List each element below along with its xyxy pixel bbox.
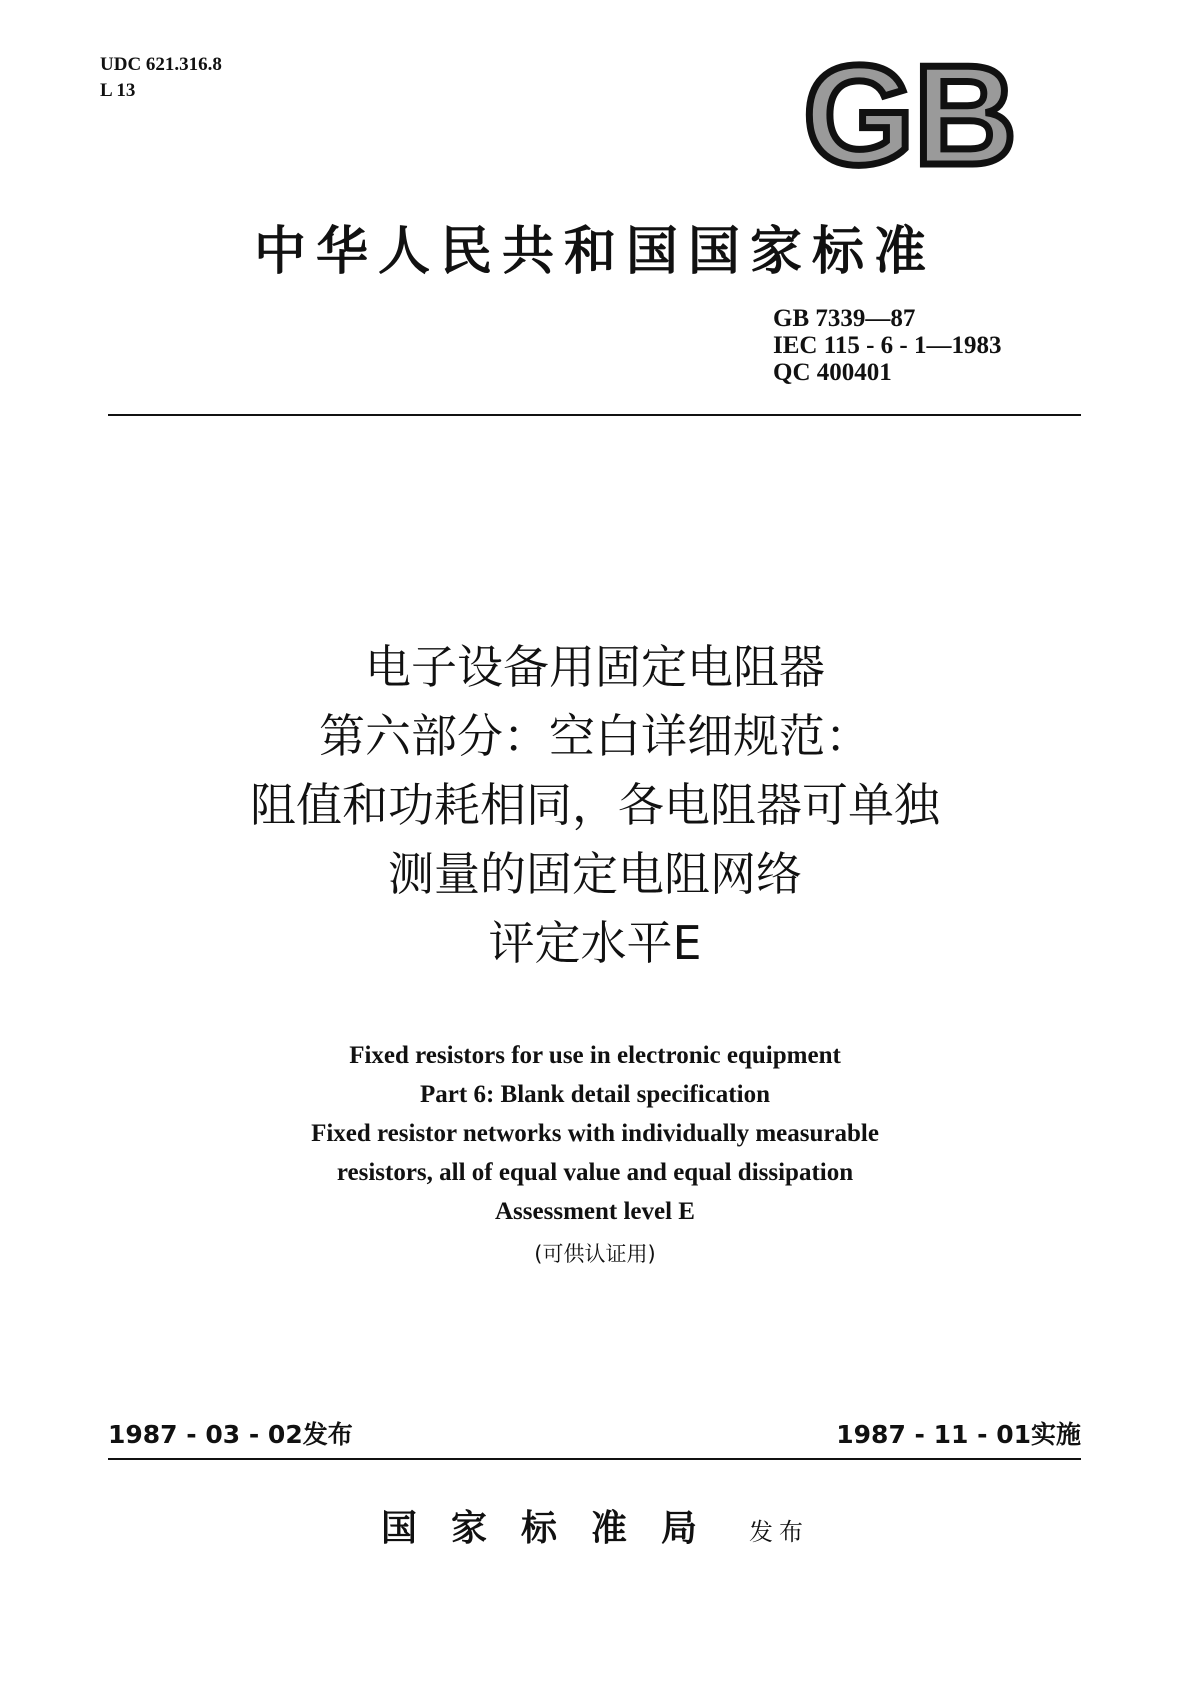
- en-title-line: Part 6: Blank detail specification: [420, 1081, 770, 1108]
- en-title-line: Fixed resistors for use in electronic equipment: [349, 1042, 841, 1069]
- effective-date: 1987 - 11 - 01实施: [836, 1420, 1081, 1449]
- main-title: 中华人民共和国国家标准: [253, 222, 936, 282]
- certification-note: (可供认证用): [534, 1242, 656, 1266]
- cn-title-line: 评定水平E: [488, 916, 702, 970]
- issuer-verb: 发布: [749, 1518, 809, 1546]
- english-title: [100, 1036, 1090, 1231]
- en-title-line: resistors, all of equal value and equal dissipation: [336, 1159, 854, 1186]
- classification-code: L 13: [100, 80, 136, 101]
- issuer-name: 国家标准局: [380, 1508, 731, 1549]
- udc-block: [100, 52, 222, 104]
- qc-number: QC 400401: [773, 359, 892, 386]
- en-title-line: Assessment level E: [495, 1198, 695, 1225]
- issuer-line: [100, 1500, 1090, 1551]
- gb-logo-text: GB: [803, 52, 1017, 182]
- standard-numbers: [773, 305, 1001, 386]
- cn-title-line: 阻值和功耗相同，各电阻器可单独: [250, 778, 940, 832]
- en-title-line: Fixed resistor networks with individually measurable: [311, 1120, 879, 1147]
- issue-date: 1987 - 03 - 02发布: [108, 1420, 353, 1449]
- udc-code: UDC 621.316.8: [100, 54, 222, 75]
- top-divider: [108, 414, 1081, 416]
- cn-title-line: 第六部分：空白详细规范：: [319, 709, 871, 763]
- gb-number: GB 7339—87: [773, 305, 916, 332]
- chinese-title: [100, 633, 1090, 978]
- gb-logo: [790, 52, 1030, 182]
- cn-title-line: 电子设备用固定电阻器: [365, 640, 825, 694]
- cn-title-line: 测量的固定电阻网络: [388, 847, 802, 901]
- bottom-divider: [108, 1458, 1081, 1460]
- iec-number: IEC 115 - 6 - 1—1983: [773, 332, 1002, 359]
